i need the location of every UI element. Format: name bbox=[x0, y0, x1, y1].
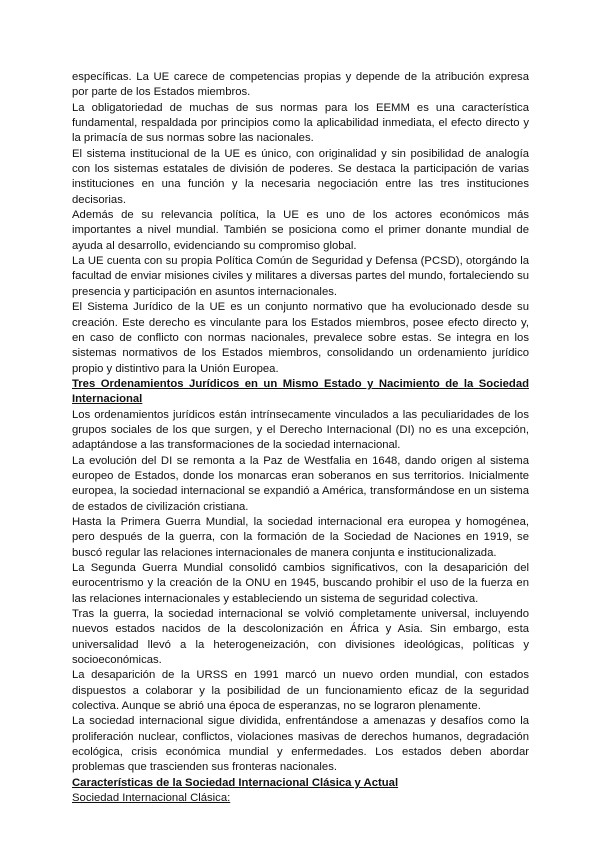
paragraph-legal-orders: Los ordenamientos jurídicos están intrínsecamente vinculados a las peculiaridades de los grupos sociales de los que surgen, y el Derecho Internacional (DI) no es una excepción, adaptándose a las transformaciones de la sociedad internacional. bbox=[72, 408, 529, 452]
paragraph-wwi: Hasta la Primera Guerra Mundial, la sociedad internacional era europea y homogénea, pero después de la guerra, con la formación de la Sociedad de Naciones en 1919, se buscó regular las relaciones internacionales de manera conjunta e institucionalizada. bbox=[72, 515, 529, 559]
paragraph-eu-competences: específicas. La UE carece de competencias propias y depende de la atribución expresa por parte de los Estados miembros. bbox=[72, 71, 529, 99]
document-page bbox=[72, 70, 529, 807]
paragraph-westphalia: La evolución del DI se remonta a la Paz de Westfalia en 1648, dando origen al sistema europeo de Estados, donde los monarcas eran soberanos en sus territorios. Inicialmente europea, la sociedad internacional se expandió a América, transformándose en un sistema de estados de civilización cristiana. bbox=[72, 454, 529, 513]
paragraph-decolonization: Tras la guerra, la sociedad internacional se volvió completamente universal, incluyendo nuevos estados nacidos de la descolonización en África y Asia. Sin embargo, esta universalidad llevó a la heterogeneización, con divisiones ideológicas, políticas y socioeconómicas. bbox=[72, 608, 529, 667]
paragraph-ussr: La desaparición de la URSS en 1991 marcó un nuevo orden mundial, con estados dispuestos a colaborar y la posibilidad de un funcionamiento eficaz de la seguridad colectiva. Aunque se abrió una época de esperanzas, no se lograron plenamente. bbox=[72, 669, 529, 713]
paragraph-wwii: La Segunda Guerra Mundial consolidó cambios significativos, con la desaparición del eurocentrismo y la creación de la ONU en 1945, buscando prohibir el uso de la fuerza en las relaciones internacionales y estableciendo un sistema de seguridad colectiva. bbox=[72, 562, 529, 605]
paragraph-eu-institutions: El sistema institucional de la UE es único, con originalidad y sin posibilidad de analogía con los sistemas estatales de división de poderes. Se destaca la participación de varias instituciones en una función y la necesaria negociación entre las tres instituciones decisorias. bbox=[72, 147, 529, 206]
paragraph-current-challenges: La sociedad internacional sigue dividida, enfrentándose a amenazas y desafíos como la proliferación nuclear, conflictos, violaciones masivas de derechos humanos, degradación ecológica, crisis económica mundial y enfermedades. Los estados deben abordar problemas que trascienden sus fronteras nacionales. bbox=[72, 715, 529, 774]
section-heading-characteristics: Características de la Sociedad Internacional Clásica y Actual bbox=[72, 776, 399, 789]
paragraph-eu-obligatoriness: La obligatoriedad de muchas de sus normas para los EEMM es una característica fundamental, respaldada por principios como la aplicabilidad inmediata, el efecto directo y la primacía de sus normas sobre las nacionales. bbox=[72, 101, 529, 145]
paragraph-eu-economy: Además de su relevancia política, la UE es uno de los actores económicos más importantes a nivel mundial. También se posiciona como el primer donante mundial de ayuda al desarrollo, evidenciando su compromiso global. bbox=[72, 209, 529, 252]
paragraph-eu-legal-system: El Sistema Jurídico de la UE es un conjunto normativo que ha evolucionado desde su creación. Este derecho es vinculante para los Estados miembros, posee efecto directo y, en caso de conflicto con normas nacionales, prevalece sobre estas. Se integra en los sistemas normativos de los Estados miembros, consolidando un ordenamiento jurídico propio y distintivo para la Unión Europea. bbox=[72, 301, 529, 375]
section-heading-three-orders: Tres Ordenamientos Jurídicos en un Mismo Estado y Nacimiento de la Sociedad Internacional bbox=[72, 377, 529, 406]
subheading-classic-society: Sociedad Internacional Clásica: bbox=[72, 792, 231, 805]
paragraph-eu-pcsd: La UE cuenta con su propia Política Común de Seguridad y Defensa (PCSD), otorgándo la facultad de enviar misiones civiles y militares a diversas partes del mundo, fortaleciendo su presencia y participación en asuntos internacionales. bbox=[72, 255, 529, 298]
